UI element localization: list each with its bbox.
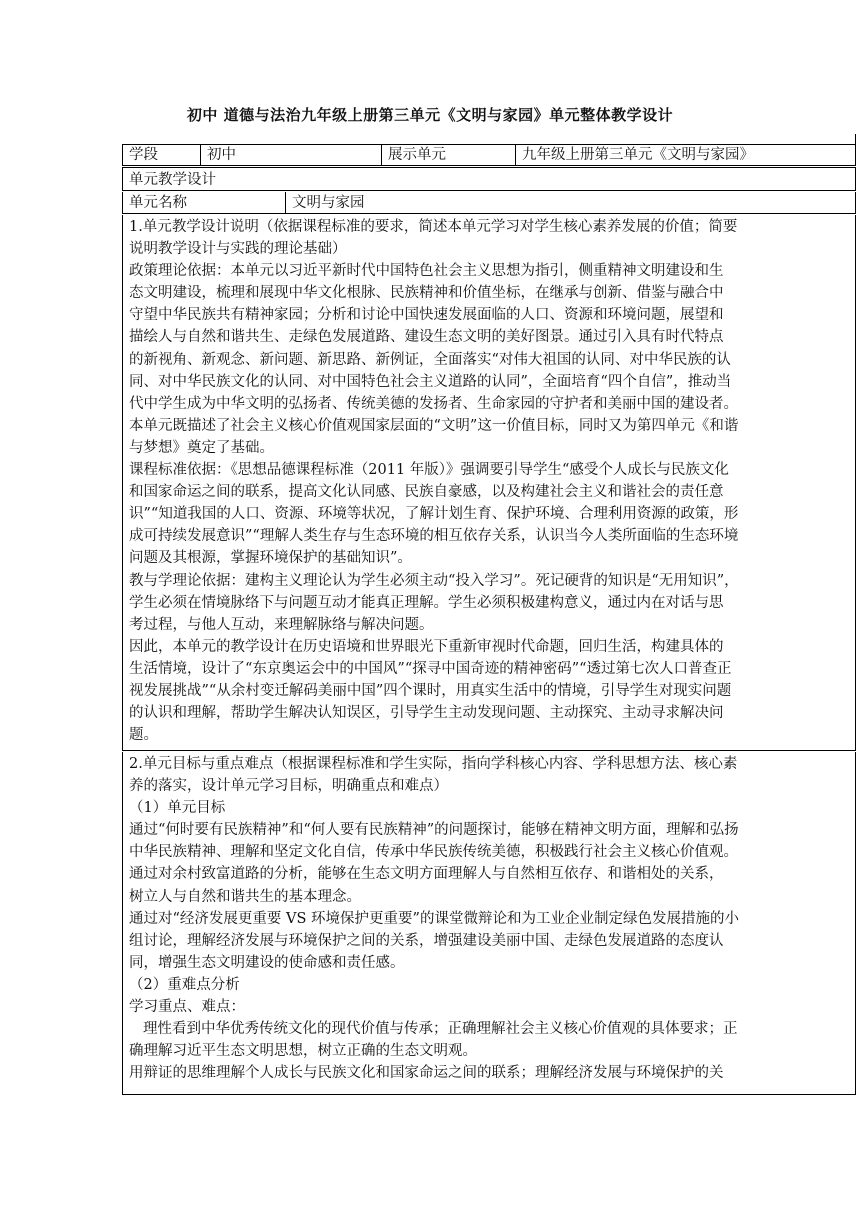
text-line: 本单元既描述了社会主义核心价值观国家层面的“文明”这一价值目标，同时又为第四单元《和谐 xyxy=(129,417,739,434)
text-line: 理性看到中华优秀传统文化的现代价值与传承；正确理解社会主义核心价值观的具体要求；正 xyxy=(143,1021,738,1038)
text-line: 描绘人与自然和谐共生、走绿色发展道路、建设生态文明的美好图景。通过引入具有时代特点 xyxy=(129,329,724,346)
text-line: 说明教学设计与实践的理论基础） xyxy=(129,241,347,258)
document-title: 初中 道德与法治九年级上册第三单元《文明与家园》单元整体教学设计 xyxy=(186,106,674,124)
text-line: 学生必须在情境脉络下与问题互动才能真正理解。学生必须积极建构意义，通过内在对话与思 xyxy=(129,594,724,611)
text-line: 生活情境，设计了“东京奥运会中的中国风”“探寻中国奇迹的精神密码”“透过第七次人口普查正 xyxy=(129,660,732,677)
text-line: 树立人与自然和谐共生的基本理念。 xyxy=(129,888,361,905)
text-line: 中华民族精神、理解和坚定文化自信，传承中华民族传统美德，积极践行社会主义核心价值观。 xyxy=(129,844,738,861)
text-line: 考过程，与他人互动，来理解脉络与解决问题。 xyxy=(129,616,434,633)
text-line: 同，增强生态文明建设的使命感和责任感。 xyxy=(129,954,405,971)
unit-name-label: 单元名称 xyxy=(129,195,187,211)
unit-name-value: 文明与家园 xyxy=(292,195,365,211)
text-line: 通过对“经济发展更重要 VS 环境保护更重要”的课堂微辩论和为工业企业制定绿色发展措施的小 xyxy=(129,910,739,927)
text-line: （2）重难点分析 xyxy=(129,976,240,993)
text-line: 2.单元目标与重点难点（根据课程标准和学生实际，指向学科核心内容、学科思想方法、核心素 xyxy=(129,756,738,772)
text-line: 守望中华民族共有精神家园；分析和讨论中国快速发展面临的人口、资源和环境问题，展望和 xyxy=(129,307,724,324)
text-line: （1）单元目标 xyxy=(129,800,226,817)
text-line: 视发展挑战”“从余村变迁解码美丽中国”四个课时，用真实生活中的情境，引导学生对现实问题 xyxy=(129,682,732,699)
text-line: 教与学理论依据：建构主义理论认为学生必须主动“投入学习”。死记硬背的知识是“无用知识”， xyxy=(129,572,739,589)
text-line: 代中学生成为中华文明的弘扬者、传统美德的发扬者、生命家园的守护者和美丽中国的建设者。 xyxy=(129,395,738,412)
text-line: 确理解习近平生态文明思想，树立正确的生态文明观。 xyxy=(129,1043,477,1060)
text-line: 政策理论依据：本单元以习近平新时代中国特色社会主义思想为指引，侧重精神文明建设和生 xyxy=(129,263,724,280)
text-line: 态文明建设，梳理和展现中华文化根脉、民族精神和价值坐标，在继承与创新、借鉴与融合中 xyxy=(129,285,724,302)
text-line: 与梦想》奠定了基础。 xyxy=(129,439,274,456)
text-line: 同、对中华民族文化的认同、对中国特色社会主义道路的认同”，全面培育“四个自信”，推动当 xyxy=(129,373,732,390)
section-header: 单元教学设计 xyxy=(129,172,216,188)
text-line: 通过对余村致富道路的分析，能够在生态文明方面理解人与自然相互依存、和谐相处的关系， xyxy=(129,866,724,883)
section-1-design-explanation xyxy=(122,215,856,751)
text-line: 课程标准依据：《思想品德课程标准（2011 年版）》强调要引导学生“感受个人成长与民族文化 xyxy=(129,462,729,479)
text-line: 问题及其根源，掌握环境保护的基础知识”。 xyxy=(129,550,412,567)
stage-label: 学段 xyxy=(129,147,158,163)
text-line: 因此，本单元的教学设计在历史语境和世界眼光下重新审视时代命题，回归生活，构建具体的 xyxy=(129,638,724,655)
section-header-row xyxy=(122,167,856,191)
text-line: 1.单元教学设计说明（依据课程标准的要求，简述本单元学习对学生核心素养发展的价值；简要 xyxy=(129,219,738,235)
text-line: 识”“知道我国的人口、资源、环境等状况，了解计划生育、保护环境、合理利用资源的政策，形 xyxy=(129,506,739,523)
text-line: 的新视角、新观念、新问题、新思路、新例证，全面落实“对伟大祖国的认同、对中华民族的认 xyxy=(129,351,731,368)
text-line: 和国家命运之间的联系，提高文化认同感、民族自豪感，以及构建社会主义和谐社会的责任意 xyxy=(129,484,724,501)
table-top-border-right-stub xyxy=(855,134,856,144)
text-line: 通过“何时要有民族精神”和“何人要有民族精神”的问题探讨，能够在精神文明方面，理解和弘扬 xyxy=(129,822,739,839)
text-line: 养的落实，设计单元学习目标，明确重点和难点） xyxy=(129,778,448,795)
unit-name-row xyxy=(122,192,856,214)
text-line: 的认识和理解，帮助学生解决认知误区，引导学生主动发现问题、主动探究、主动寻求解决问 xyxy=(129,705,724,722)
text-line: 题。 xyxy=(129,727,158,744)
stage-value: 初中 xyxy=(207,147,236,163)
text-line: 学习重点、难点： xyxy=(129,999,245,1016)
text-line: 成可持续发展意识”“理解人类生存与生态环境的相互依存关系，认识当今人类所面临的生态环境 xyxy=(129,528,739,545)
text-line: 用辩证的思维理解个人成长与民族文化和国家命运之间的联系；理解经济发展与环境保护的关 xyxy=(129,1065,724,1082)
section-2-goals-and-key-points xyxy=(122,752,856,1095)
text-line: 组讨论，理解经济发展与环境保护之间的关系，增强建设美丽中国、走绿色发展道路的态度认 xyxy=(129,932,724,949)
unit-value: 九年级上册第三单元《文明与家园》 xyxy=(522,147,754,163)
unit-label: 展示单元 xyxy=(388,147,446,163)
info-row xyxy=(122,144,856,166)
